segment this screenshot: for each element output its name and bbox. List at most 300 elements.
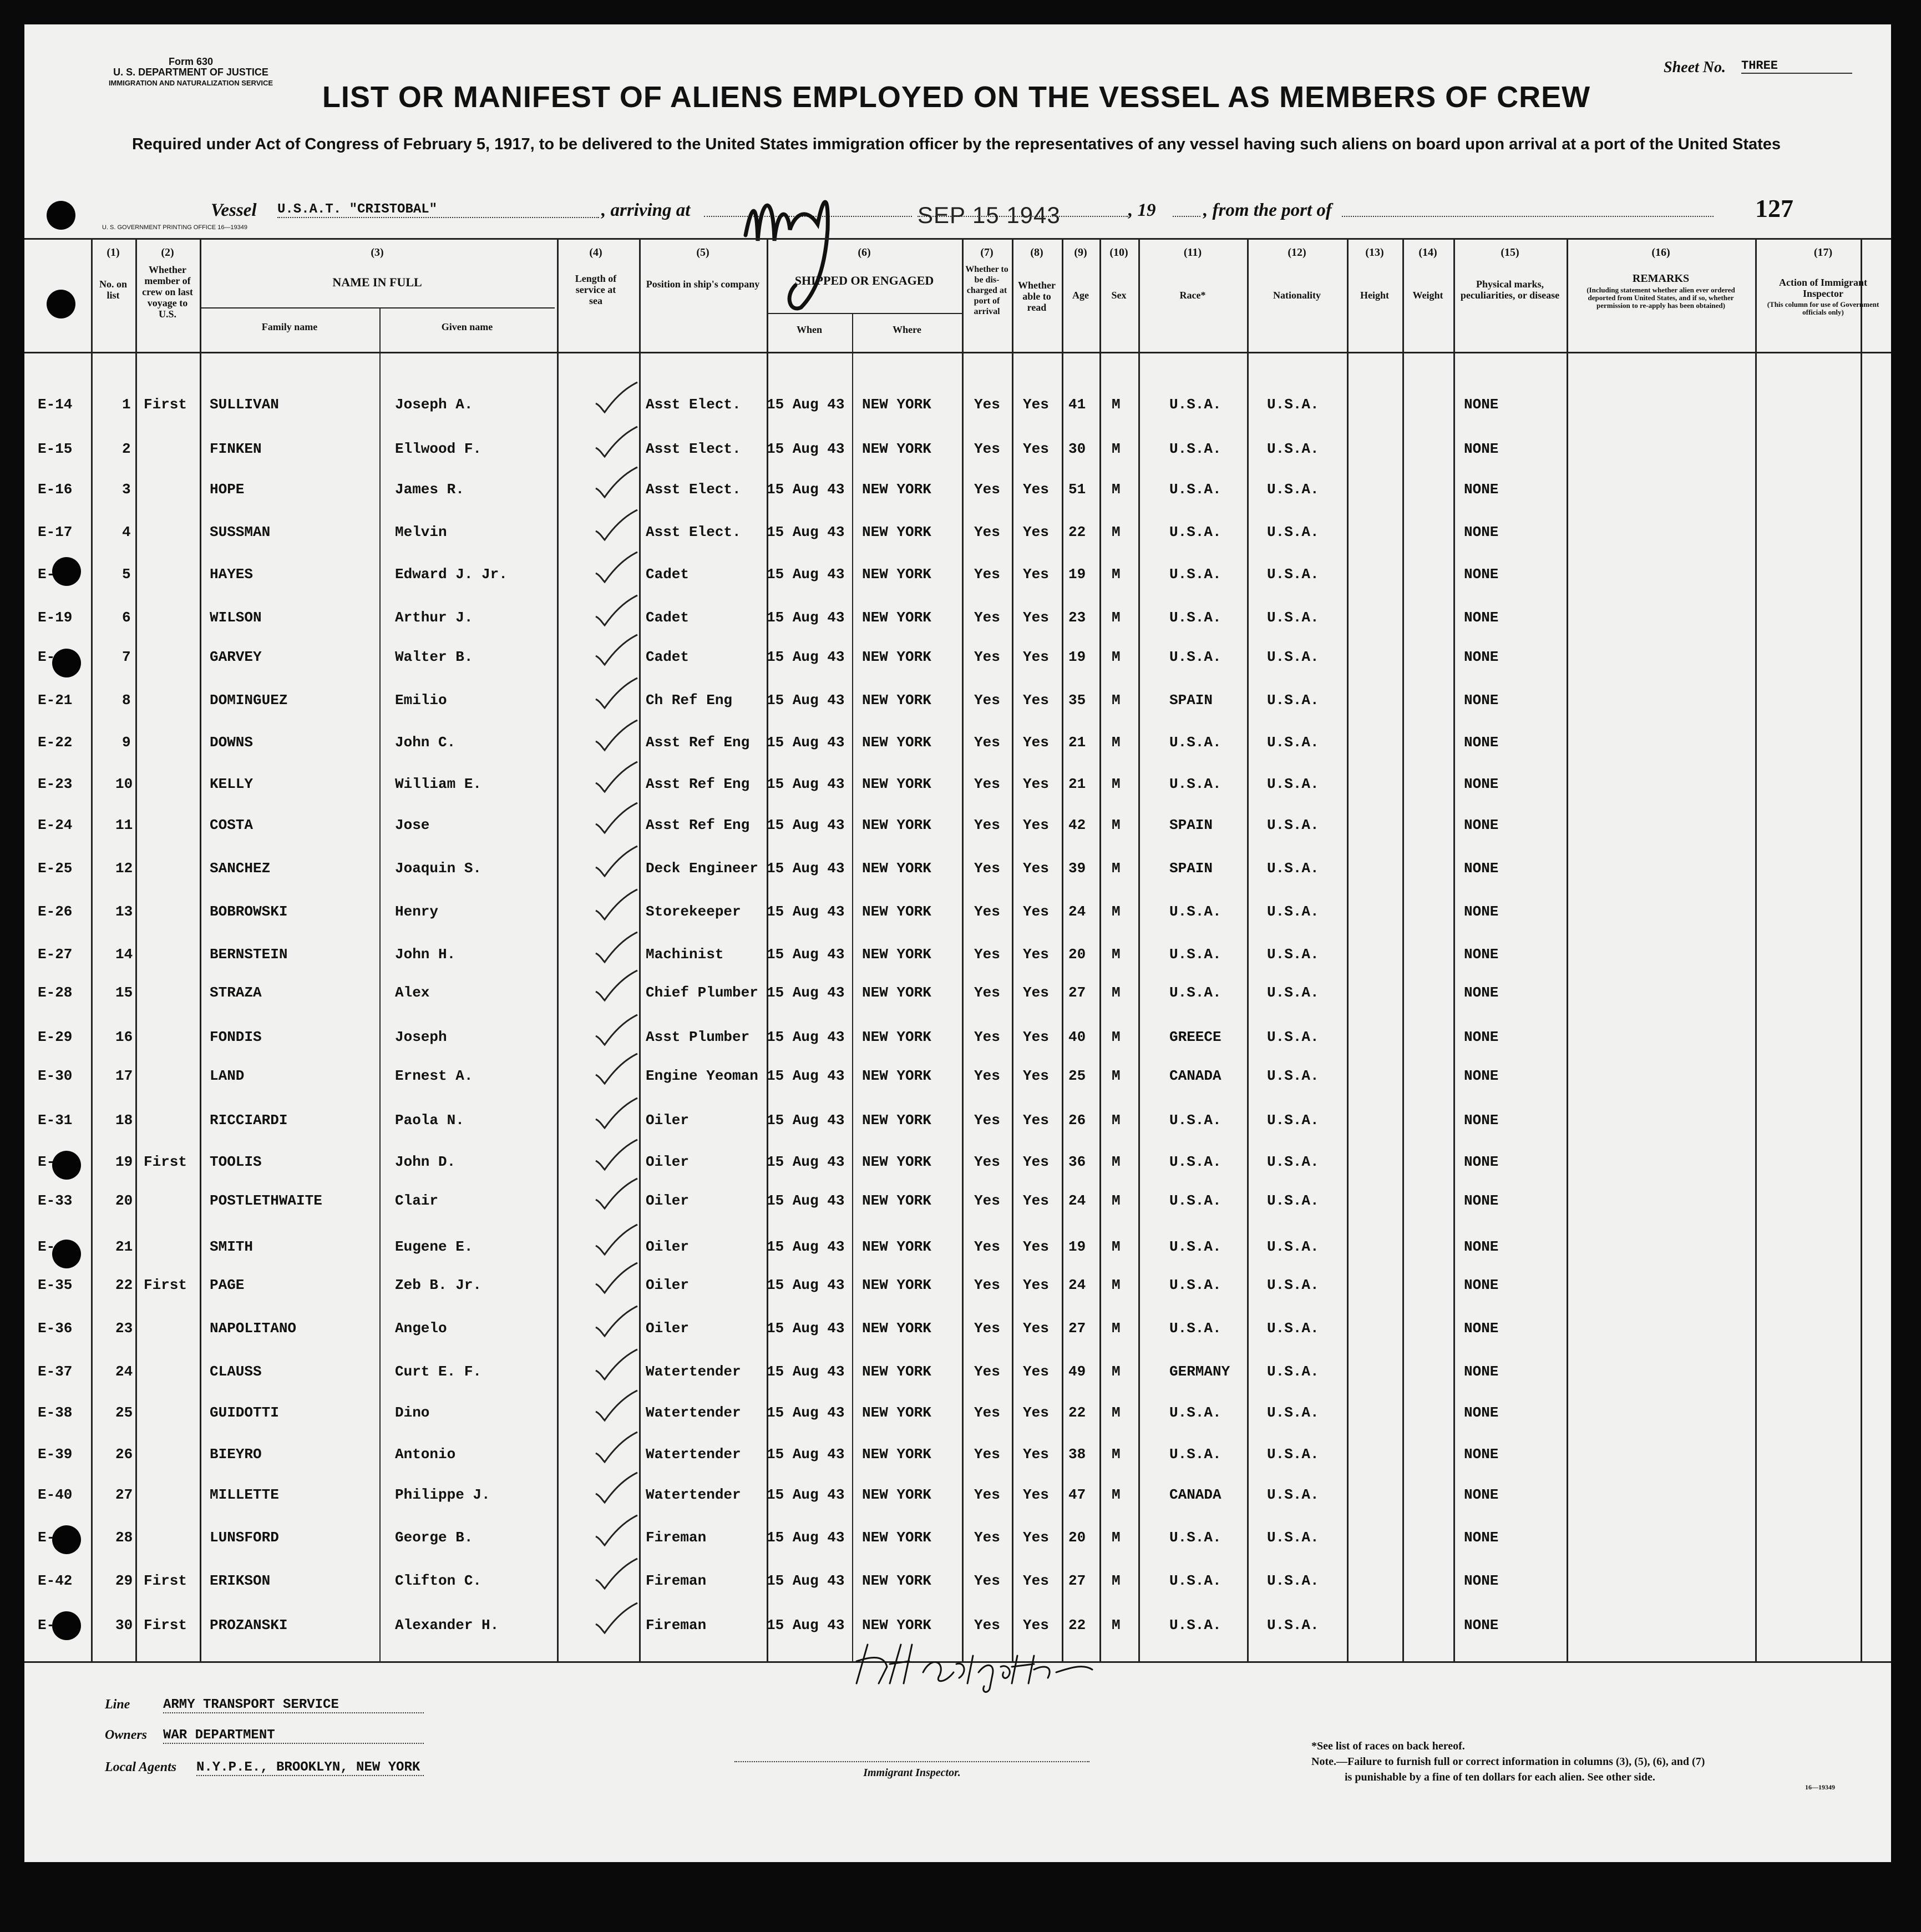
- cell-race: U.S.A.: [1169, 1112, 1221, 1129]
- footer-line-value: ARMY TRANSPORT SERVICE: [163, 1697, 424, 1713]
- cell-ref: E-16: [38, 481, 73, 498]
- check-mark-icon: [590, 466, 640, 499]
- cell-race: U.S.A.: [1169, 984, 1221, 1001]
- colnum-17: (17): [1813, 246, 1833, 259]
- cell-position: Machinist: [646, 946, 724, 963]
- cell-given: Joseph A.: [395, 396, 473, 413]
- cell-when: 15 Aug 43: [767, 692, 845, 709]
- cell-given: Paola N.: [395, 1112, 464, 1129]
- check-mark-icon: [590, 931, 640, 964]
- cell-sex: M: [1112, 1068, 1121, 1084]
- cell-sex: M: [1112, 903, 1121, 920]
- cell-given: Zeb B. Jr.: [395, 1277, 482, 1293]
- cell-no: 27: [115, 1486, 133, 1503]
- shipped-subrule: [767, 313, 962, 314]
- vessel-label: Vessel: [211, 200, 257, 220]
- header-family-name: Family name: [261, 321, 318, 332]
- vessel-value: U.S.A.T. "CRISTOBAL": [277, 202, 599, 218]
- cell-disch: Yes: [974, 1572, 1000, 1589]
- cell-nat: U.S.A.: [1267, 1112, 1319, 1129]
- cell-no: 22: [115, 1277, 133, 1293]
- cell-age: 30: [1068, 441, 1086, 457]
- column-rule: [200, 238, 201, 1661]
- cell-phys: NONE: [1464, 396, 1499, 413]
- cell-phys: NONE: [1464, 1617, 1499, 1633]
- cell-family: STRAZA: [210, 984, 262, 1001]
- cell-disch: Yes: [974, 1529, 1000, 1546]
- cell-when: 15 Aug 43: [767, 1112, 845, 1129]
- colnum-13: (13): [1365, 246, 1384, 259]
- check-mark-icon: [590, 888, 640, 922]
- cell-where: NEW YORK: [862, 1112, 931, 1129]
- cell-no: 2: [122, 441, 131, 457]
- cell-family: BOBROWSKI: [210, 903, 288, 920]
- cell-no: 15: [115, 984, 133, 1001]
- cell-position: Asst Ref Eng: [646, 817, 750, 833]
- cell-last: First: [144, 396, 187, 413]
- cell-disch: Yes: [974, 1112, 1000, 1129]
- cell-phys: NONE: [1464, 860, 1499, 877]
- cell-disch: Yes: [974, 481, 1000, 498]
- cell-given: Alex: [395, 984, 430, 1001]
- cell-given: Eugene E.: [395, 1238, 473, 1255]
- column-rule: [1138, 238, 1140, 1661]
- column-rule: [557, 238, 559, 1661]
- cell-race: U.S.A.: [1169, 1529, 1221, 1546]
- page-subtitle: Required under Act of Congress of February 5, 1917, to be delivered to the United States immigration officer by the representatives of any vessel having such aliens on board upon arrival at a port of the United States: [131, 135, 1781, 153]
- cell-family: HOPE: [210, 481, 245, 498]
- cell-position: Oiler: [646, 1320, 690, 1337]
- cell-read: Yes: [1023, 649, 1049, 665]
- cell-where: NEW YORK: [862, 566, 931, 583]
- cell-phys: NONE: [1464, 1154, 1499, 1170]
- cell-ref: E-28: [38, 984, 73, 1001]
- cell-where: NEW YORK: [862, 1363, 931, 1380]
- cell-read: Yes: [1023, 441, 1049, 457]
- cell-phys: NONE: [1464, 1068, 1499, 1084]
- cell-when: 15 Aug 43: [767, 481, 845, 498]
- cell-family: NAPOLITANO: [210, 1320, 297, 1337]
- note-penalty-1: Note.—Failure to furnish full or correct information in columns (3), (5), (6), and (7): [1311, 1756, 1705, 1768]
- cell-position: Oiler: [646, 1238, 690, 1255]
- cell-family: COSTA: [210, 817, 254, 833]
- cell-read: Yes: [1023, 776, 1049, 792]
- cell-sex: M: [1112, 817, 1121, 833]
- cell-ref: E-31: [38, 1112, 73, 1129]
- cell-family: FINKEN: [210, 441, 262, 457]
- check-mark-icon: [590, 802, 640, 835]
- column-rule: [135, 238, 137, 1661]
- cell-family: LUNSFORD: [210, 1529, 279, 1546]
- cell-given: Ernest A.: [395, 1068, 473, 1084]
- cell-disch: Yes: [974, 1029, 1000, 1045]
- cell-where: NEW YORK: [862, 1068, 931, 1084]
- note-penalty-2: is punishable by a fine of ten dollars for each alien. See other side.: [1345, 1771, 1655, 1783]
- cell-age: 24: [1068, 1277, 1086, 1293]
- cell-last: First: [144, 1572, 187, 1589]
- colnum-3: (3): [371, 246, 384, 259]
- cell-when: 15 Aug 43: [767, 1029, 845, 1045]
- cell-nat: U.S.A.: [1267, 566, 1319, 583]
- cell-family: SANCHEZ: [210, 860, 271, 877]
- check-mark-icon: [590, 426, 640, 459]
- cell-position: Oiler: [646, 1192, 690, 1209]
- cell-read: Yes: [1023, 817, 1049, 833]
- cell-given: Arthur J.: [395, 609, 473, 626]
- cell-nat: U.S.A.: [1267, 903, 1319, 920]
- cell-family: SUSSMAN: [210, 524, 271, 540]
- cell-nat: U.S.A.: [1267, 1404, 1319, 1421]
- cell-given: Dino: [395, 1404, 430, 1421]
- cell-sex: M: [1112, 1617, 1121, 1633]
- check-mark-icon: [590, 761, 640, 794]
- cell-phys: NONE: [1464, 1277, 1499, 1293]
- cell-given: Emilio: [395, 692, 447, 709]
- colnum-16: (16): [1651, 246, 1670, 259]
- cell-position: Fireman: [646, 1572, 707, 1589]
- cell-no: 26: [115, 1446, 133, 1463]
- cell-nat: U.S.A.: [1267, 1238, 1319, 1255]
- cell-race: U.S.A.: [1169, 1572, 1221, 1589]
- cell-position: Asst Elect.: [646, 481, 741, 498]
- cell-disch: Yes: [974, 946, 1000, 963]
- cell-when: 15 Aug 43: [767, 817, 845, 833]
- cell-position: Cadet: [646, 649, 690, 665]
- cell-no: 29: [115, 1572, 133, 1589]
- cell-read: Yes: [1023, 1238, 1049, 1255]
- cell-given: Alexander H.: [395, 1617, 499, 1633]
- punch-hole: [52, 557, 81, 586]
- cell-position: Ch Ref Eng: [646, 692, 733, 709]
- cell-age: 24: [1068, 1192, 1086, 1209]
- cell-no: 17: [115, 1068, 133, 1084]
- cell-position: Storekeeper: [646, 903, 741, 920]
- cell-nat: U.S.A.: [1267, 692, 1319, 709]
- check-mark-icon: [590, 677, 640, 710]
- cell-age: 26: [1068, 1112, 1086, 1129]
- cell-phys: NONE: [1464, 1572, 1499, 1589]
- cell-where: NEW YORK: [862, 1617, 931, 1633]
- cell-nat: U.S.A.: [1267, 1320, 1319, 1337]
- cell-phys: NONE: [1464, 609, 1499, 626]
- table-top-rule: [24, 238, 1891, 240]
- cell-phys: NONE: [1464, 1320, 1499, 1337]
- cell-when: 15 Aug 43: [767, 1068, 845, 1084]
- footer-agents-value: N.Y.P.E., BROOKLYN, NEW YORK: [196, 1760, 424, 1776]
- cell-given: Melvin: [395, 524, 447, 540]
- cell-age: 36: [1068, 1154, 1086, 1170]
- cell-position: Engine Yeoman: [646, 1068, 758, 1084]
- cell-given: Walter B.: [395, 649, 473, 665]
- cell-race: CANADA: [1169, 1068, 1221, 1084]
- cell-race: U.S.A.: [1169, 1446, 1221, 1463]
- cell-sex: M: [1112, 396, 1121, 413]
- cell-race: GREECE: [1169, 1029, 1221, 1045]
- cell-nat: U.S.A.: [1267, 1486, 1319, 1503]
- cell-position: Fireman: [646, 1617, 707, 1633]
- cell-sex: M: [1112, 1363, 1121, 1380]
- cell-age: 25: [1068, 1068, 1086, 1084]
- cell-age: 19: [1068, 1238, 1086, 1255]
- cell-family: RICCIARDI: [210, 1112, 288, 1129]
- cell-nat: U.S.A.: [1267, 609, 1319, 626]
- colnum-9: (9): [1074, 246, 1087, 259]
- cell-race: U.S.A.: [1169, 776, 1221, 792]
- cell-sex: M: [1112, 481, 1121, 498]
- cell-no: 14: [115, 946, 133, 963]
- cell-disch: Yes: [974, 1446, 1000, 1463]
- header-no-on-list: No. on list: [99, 279, 127, 301]
- check-mark-icon: [590, 551, 640, 584]
- check-mark-icon: [590, 719, 640, 752]
- cell-nat: U.S.A.: [1267, 1068, 1319, 1084]
- cell-when: 15 Aug 43: [767, 649, 845, 665]
- colnum-14: (14): [1418, 246, 1437, 259]
- year-label: , 19: [1128, 200, 1156, 220]
- cell-when: 15 Aug 43: [767, 1277, 845, 1293]
- header-nationality: Nationality: [1273, 290, 1321, 301]
- cell-family: LAND: [210, 1068, 245, 1084]
- cell-ref: E-29: [38, 1029, 73, 1045]
- cell-race: U.S.A.: [1169, 1154, 1221, 1170]
- column-rule: [1861, 238, 1862, 1661]
- cell-where: NEW YORK: [862, 984, 931, 1001]
- cell-ref: E-21: [38, 692, 73, 709]
- name-subrule: [200, 307, 555, 308]
- cell-disch: Yes: [974, 1154, 1000, 1170]
- cell-read: Yes: [1023, 1112, 1049, 1129]
- cell-age: 35: [1068, 692, 1086, 709]
- cell-no: 8: [122, 692, 131, 709]
- cell-disch: Yes: [974, 692, 1000, 709]
- cell-age: 51: [1068, 481, 1086, 498]
- cell-phys: NONE: [1464, 817, 1499, 833]
- cell-age: 21: [1068, 776, 1086, 792]
- cell-where: NEW YORK: [862, 1320, 931, 1337]
- header-able-read: Whether able to read: [1018, 280, 1056, 313]
- cell-when: 15 Aug 43: [767, 860, 845, 877]
- cell-race: U.S.A.: [1169, 396, 1221, 413]
- header-name-in-full: NAME IN FULL: [332, 275, 422, 289]
- cell-disch: Yes: [974, 649, 1000, 665]
- cell-nat: U.S.A.: [1267, 1529, 1319, 1546]
- check-mark-icon: [590, 969, 640, 1003]
- cell-when: 15 Aug 43: [767, 1192, 845, 1209]
- cell-no: 1: [122, 396, 131, 413]
- cell-age: 22: [1068, 1404, 1086, 1421]
- cell-nat: U.S.A.: [1267, 1192, 1319, 1209]
- header-height: Height: [1360, 290, 1389, 301]
- cell-ref: E-26: [38, 903, 73, 920]
- cell-when: 15 Aug 43: [767, 903, 845, 920]
- form-header: [102, 57, 280, 88]
- column-rule: [1402, 238, 1404, 1661]
- check-mark-icon: [590, 1602, 640, 1635]
- cell-given: Henry: [395, 903, 439, 920]
- cell-disch: Yes: [974, 1486, 1000, 1503]
- cell-sex: M: [1112, 734, 1121, 751]
- cell-no: 5: [122, 566, 131, 583]
- cell-sex: M: [1112, 609, 1121, 626]
- cell-race: U.S.A.: [1169, 609, 1221, 626]
- page-number: 127: [1755, 194, 1793, 222]
- cell-ref: E-: [38, 1529, 55, 1546]
- cell-when: 15 Aug 43: [767, 1529, 845, 1546]
- cell-race: U.S.A.: [1169, 734, 1221, 751]
- punch-hole: [47, 201, 75, 230]
- column-rule: [1755, 238, 1757, 1661]
- cell-position: Cadet: [646, 566, 690, 583]
- cell-race: SPAIN: [1169, 860, 1213, 877]
- cell-sex: M: [1112, 1029, 1121, 1045]
- punch-hole: [52, 1240, 81, 1268]
- cell-given: Curt E. F.: [395, 1363, 482, 1380]
- cell-sex: M: [1112, 1486, 1121, 1503]
- cell-nat: U.S.A.: [1267, 776, 1319, 792]
- cell-ref: E-: [38, 566, 55, 583]
- cell-sex: M: [1112, 776, 1121, 792]
- cell-read: Yes: [1023, 984, 1049, 1001]
- cell-read: Yes: [1023, 1617, 1049, 1633]
- cell-family: CLAUSS: [210, 1363, 262, 1380]
- cell-disch: Yes: [974, 776, 1000, 792]
- header-age: Age: [1072, 290, 1089, 301]
- cell-phys: NONE: [1464, 1192, 1499, 1209]
- cell-read: Yes: [1023, 566, 1049, 583]
- cell-race: U.S.A.: [1169, 1617, 1221, 1633]
- cell-position: Watertender: [646, 1404, 741, 1421]
- cell-race: U.S.A.: [1169, 1277, 1221, 1293]
- cell-sex: M: [1112, 1277, 1121, 1293]
- cell-where: NEW YORK: [862, 946, 931, 963]
- check-mark-icon: [590, 1431, 640, 1464]
- cell-age: 27: [1068, 1572, 1086, 1589]
- cell-family: PAGE: [210, 1277, 245, 1293]
- cell-family: POSTLETHWAITE: [210, 1192, 322, 1209]
- cell-age: 42: [1068, 817, 1086, 833]
- cell-no: 9: [122, 734, 131, 751]
- cell-sex: M: [1112, 1446, 1121, 1463]
- cell-when: 15 Aug 43: [767, 609, 845, 626]
- column-rule: [1347, 238, 1349, 1661]
- check-mark-icon: [590, 1097, 640, 1130]
- cell-phys: NONE: [1464, 734, 1499, 751]
- cell-age: 47: [1068, 1486, 1086, 1503]
- cell-race: U.S.A.: [1169, 649, 1221, 665]
- cell-disch: Yes: [974, 1068, 1000, 1084]
- cell-where: NEW YORK: [862, 396, 931, 413]
- cell-read: Yes: [1023, 860, 1049, 877]
- cell-ref: E-40: [38, 1486, 73, 1503]
- cell-position: Asst Ref Eng: [646, 734, 750, 751]
- cell-ref: E-17: [38, 524, 73, 540]
- header-when: When: [796, 324, 822, 335]
- check-mark-icon: [590, 1177, 640, 1211]
- cell-age: 19: [1068, 566, 1086, 583]
- cell-where: NEW YORK: [862, 734, 931, 751]
- inspector-label: Immigrant Inspector.: [863, 1767, 961, 1779]
- cell-no: 3: [122, 481, 131, 498]
- cell-phys: NONE: [1464, 1363, 1499, 1380]
- cell-position: Fireman: [646, 1529, 707, 1546]
- cell-sex: M: [1112, 1529, 1121, 1546]
- check-mark-icon: [590, 1471, 640, 1505]
- cell-phys: NONE: [1464, 1529, 1499, 1546]
- footer-agents-label: Local Agents: [105, 1760, 177, 1774]
- header-discharged: Whether to be dis-charged at port of arrival: [965, 265, 1008, 316]
- cell-last: First: [144, 1154, 187, 1170]
- cell-when: 15 Aug 43: [767, 1486, 845, 1503]
- inspector-signature-line: [734, 1761, 1089, 1762]
- cell-nat: U.S.A.: [1267, 1154, 1319, 1170]
- cell-disch: Yes: [974, 903, 1000, 920]
- cell-ref: E-27: [38, 946, 73, 963]
- cell-family: MILLETTE: [210, 1486, 279, 1503]
- cell-age: 20: [1068, 1529, 1086, 1546]
- cell-phys: NONE: [1464, 776, 1499, 792]
- cell-given: Joaquin S.: [395, 860, 482, 877]
- cell-read: Yes: [1023, 692, 1049, 709]
- cell-age: 22: [1068, 1617, 1086, 1633]
- cell-when: 15 Aug 43: [767, 1446, 845, 1463]
- cell-race: SPAIN: [1169, 817, 1213, 833]
- column-rule: [962, 238, 964, 1661]
- cell-family: SMITH: [210, 1238, 254, 1255]
- header-action-note: (This column for use of Government officials only): [1767, 300, 1879, 316]
- cell-where: NEW YORK: [862, 1192, 931, 1209]
- punch-hole: [52, 649, 81, 677]
- footer-owners-value: WAR DEPARTMENT: [163, 1728, 424, 1744]
- cell-where: NEW YORK: [862, 481, 931, 498]
- cell-when: 15 Aug 43: [767, 1154, 845, 1170]
- cell-phys: NONE: [1464, 1112, 1499, 1129]
- cell-family: GUIDOTTI: [210, 1404, 279, 1421]
- cell-when: 15 Aug 43: [767, 1572, 845, 1589]
- cell-position: Asst Ref Eng: [646, 776, 750, 792]
- footer-line-label: Line: [105, 1697, 130, 1712]
- cell-read: Yes: [1023, 396, 1049, 413]
- cell-disch: Yes: [974, 984, 1000, 1001]
- family-given-divider: [379, 307, 381, 1661]
- header-last-voyage: Whether member of crew on last voyage to U.S.: [142, 264, 193, 320]
- cell-when: 15 Aug 43: [767, 776, 845, 792]
- cell-when: 15 Aug 43: [767, 984, 845, 1001]
- cell-position: Asst Elect.: [646, 396, 741, 413]
- cell-no: 23: [115, 1320, 133, 1337]
- cell-sex: M: [1112, 946, 1121, 963]
- cell-family: GARVEY: [210, 649, 262, 665]
- header-given-name: Given name: [441, 321, 493, 332]
- when-where-divider: [852, 313, 853, 1661]
- cell-read: Yes: [1023, 1363, 1049, 1380]
- column-rule: [1099, 238, 1101, 1661]
- cell-ref: E-23: [38, 776, 73, 792]
- cell-no: 13: [115, 903, 133, 920]
- cell-nat: U.S.A.: [1267, 1277, 1319, 1293]
- cell-ref: E-35: [38, 1277, 73, 1293]
- cell-age: 20: [1068, 946, 1086, 963]
- cell-disch: Yes: [974, 441, 1000, 457]
- cell-read: Yes: [1023, 1529, 1049, 1546]
- cell-race: U.S.A.: [1169, 1238, 1221, 1255]
- cell-no: 6: [122, 609, 131, 626]
- cell-position: Oiler: [646, 1277, 690, 1293]
- cell-read: Yes: [1023, 609, 1049, 626]
- cell-read: Yes: [1023, 903, 1049, 920]
- cell-when: 15 Aug 43: [767, 1320, 845, 1337]
- cell-phys: NONE: [1464, 984, 1499, 1001]
- inspector-signature: [834, 1633, 1156, 1695]
